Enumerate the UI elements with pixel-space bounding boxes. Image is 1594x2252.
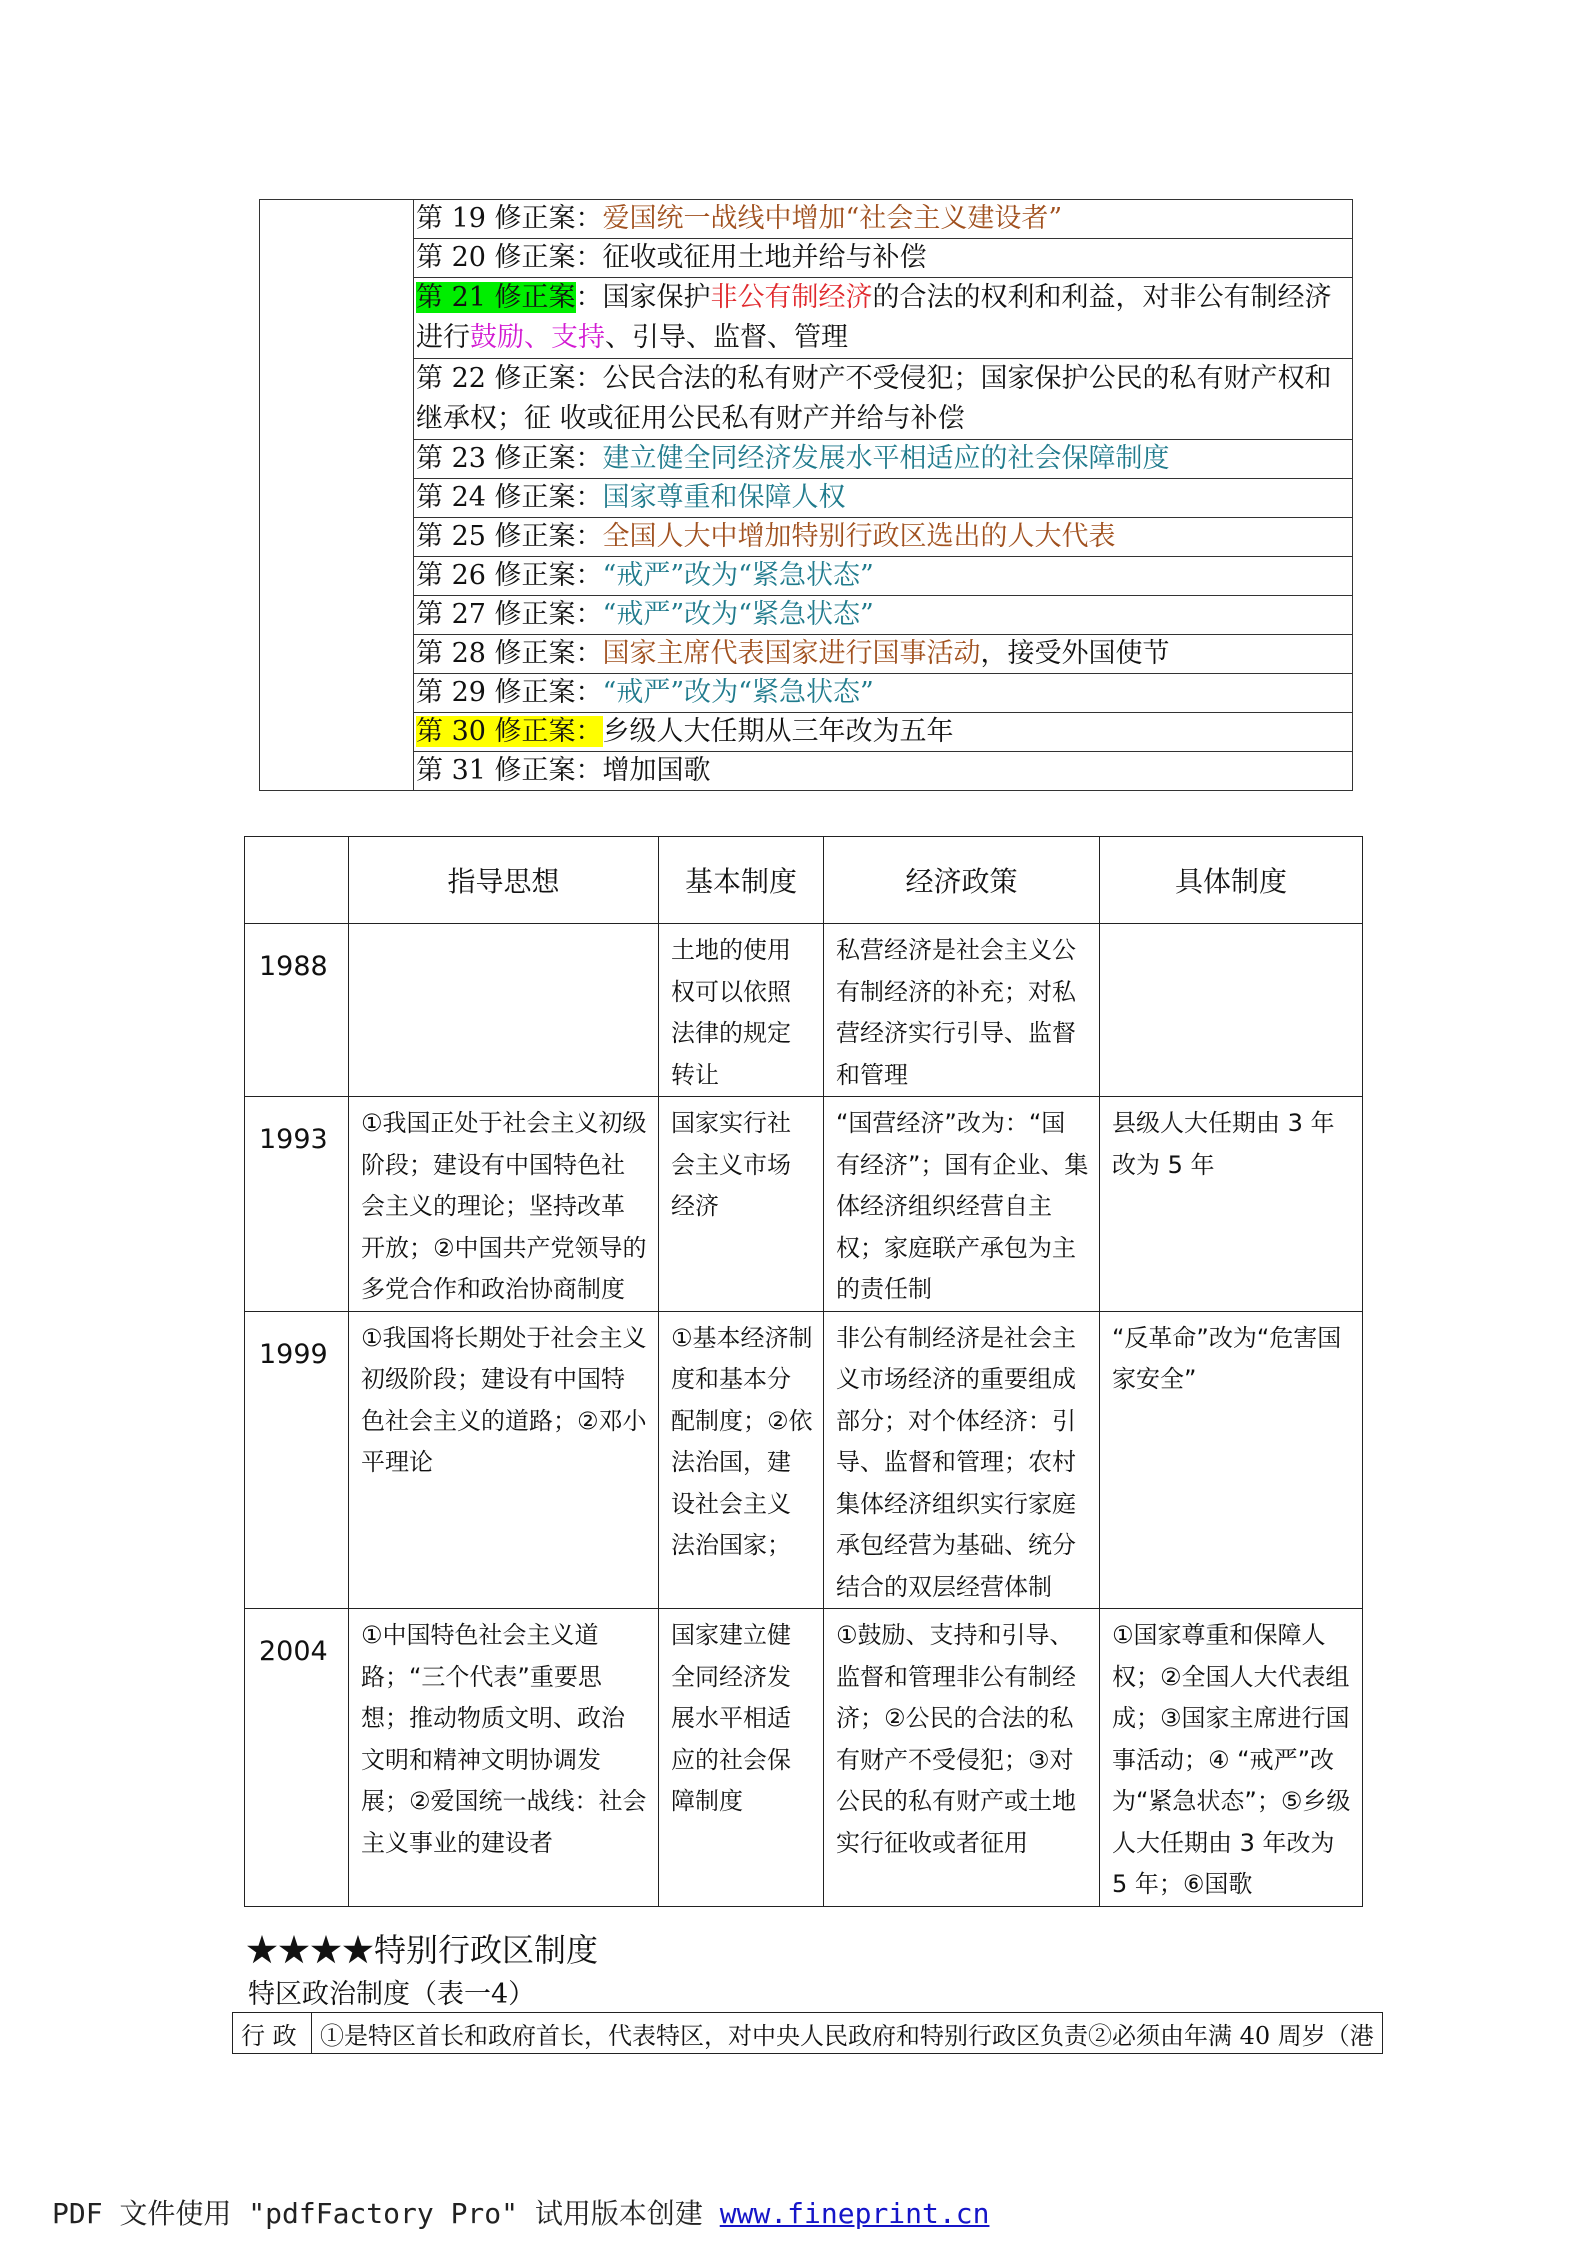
economic-cell: ①鼓励、支持和引导、监督和管理非公有制经济；②公民的合法的私有财产不受侵犯；③对公民的私有财产或土地实行征收或者征用	[824, 1609, 1100, 1907]
header-specific: 具体制度	[1100, 837, 1363, 924]
amendment-list	[414, 200, 1353, 791]
amendment-number: 第 29 修正案：	[416, 677, 603, 708]
year-cell: 2004	[245, 1609, 349, 1907]
economic-cell: 私营经济是社会主义公有制经济的补充；对私营经济实行引导、监督和管理	[824, 924, 1100, 1097]
amendment-row	[414, 238, 1352, 277]
specific-cell: ①国家尊重和保障人权；②全国人大代表组成；③国家主席进行国事活动；④ “戒严”改为“紧急状态”；⑤乡级人大任期由 3 年改为 5 年；⑥国歌	[1100, 1609, 1363, 1907]
year-cell: 1993	[245, 1097, 349, 1312]
amendment-row	[414, 478, 1352, 517]
guiding-cell: ①中国特色社会主义道路；“三个代表”重要思想；推动物质文明、政治文明和精神文明协调发展；②爱国统一战线：社会主义事业的建设者	[349, 1609, 659, 1907]
amendment-text: 增加国歌	[602, 755, 711, 786]
amendment-left-column	[260, 200, 414, 791]
amendment-text: 征收或征用土地并给与补偿	[602, 242, 927, 273]
history-row	[245, 1311, 1363, 1609]
specific-cell: 县级人大任期由 3 年改为 5 年	[1100, 1097, 1363, 1312]
basic-cell: 国家实行社会主义市场经济	[659, 1097, 824, 1312]
specific-cell	[1100, 924, 1363, 1097]
amendment-text: 国家主席代表国家进行国事活动	[602, 638, 981, 669]
pdf-footer	[52, 2192, 989, 2232]
amendment-number: 第 23 修正案：	[416, 443, 603, 474]
amendment-number: 第 21 修正案	[416, 282, 576, 313]
header-economic: 经济政策	[824, 837, 1100, 924]
amendment-text: 的合法的权利和利益，对非公有制经济进行	[416, 282, 1332, 353]
amendment-row	[414, 200, 1352, 238]
guiding-cell: ①我国正处于社会主义初级阶段；建设有中国特色社会主义的理论；坚持改革开放；②中国共产党领导的多党合作和政治协商制度	[349, 1097, 659, 1312]
history-row	[245, 924, 1363, 1097]
amendment-text: 建立健全同经济发展水平相适应的社会保障制度	[602, 443, 1170, 474]
header-basic: 基本制度	[659, 837, 824, 924]
special-region-table	[232, 2012, 1383, 2054]
amendment-number: 第 24 修正案：	[416, 482, 603, 513]
amendment-number: 第 22 修正案：	[416, 363, 603, 394]
basic-cell: ①基本经济制度和基本分配制度；②依法治国，建设社会主义法治国家；	[659, 1311, 824, 1609]
amendment-row	[414, 712, 1352, 751]
amendment-number: 第 31 修正案：	[416, 755, 603, 786]
amendment-text: ：国家保护	[575, 282, 711, 313]
amendment-text: ，接受外国使节	[980, 638, 1170, 669]
amendment-number: 第 19 修正案：	[416, 203, 603, 234]
row-label: 行 政	[233, 2013, 312, 2054]
amendment-row	[414, 358, 1352, 439]
amendment-number: 第 30 修正案：	[416, 716, 603, 747]
economic-cell: “国营经济”改为：“国有经济”；国有企业、集体经济组织经营自主权；家庭联产承包为主的责任制	[824, 1097, 1100, 1312]
constitution-history-table	[244, 836, 1363, 1907]
amendment-text: 非公有制经济	[710, 282, 873, 313]
amendment-text: 爱国统一战线中增加“社会主义建设者”	[602, 203, 1063, 234]
fineprint-link[interactable]: www.fineprint.cn	[719, 2197, 990, 2230]
amendment-row	[414, 277, 1352, 358]
basic-cell: 土地的使用权可以依照法律的规定转让	[659, 924, 824, 1097]
amendment-number: 第 26 修正案：	[416, 560, 603, 591]
amendment-number: 第 20 修正案：	[416, 242, 603, 273]
history-header-row	[245, 837, 1363, 924]
header-blank	[245, 837, 349, 924]
footer-text: PDF 文件使用 "pdfFactory Pro" 试用版本创建	[52, 2197, 720, 2230]
amendment-row	[414, 439, 1352, 478]
header-guiding: 指导思想	[349, 837, 659, 924]
economic-cell: 非公有制经济是社会主义市场经济的重要组成部分；对个体经济：引导、监督和管理；农村集体经济组织实行家庭承包经营为基础、统分结合的双层经营体制	[824, 1311, 1100, 1609]
section-subtitle: 特区政治制度（表一4）	[248, 1979, 536, 2010]
section-title: ★★★★特别行政区制度	[246, 1931, 599, 1969]
amendment-row	[414, 595, 1352, 634]
amendment-table	[259, 199, 1353, 791]
amendment-number: 第 25 修正案：	[416, 521, 603, 552]
amendment-row	[414, 556, 1352, 595]
amendment-text: 鼓励、支持	[470, 322, 605, 353]
amendment-row	[414, 751, 1352, 790]
amendment-row	[414, 517, 1352, 556]
history-row	[245, 1609, 1363, 1907]
amendment-number: 第 27 修正案：	[416, 599, 603, 630]
guiding-cell	[349, 924, 659, 1097]
amendment-row	[414, 673, 1352, 712]
special-region-row	[233, 2013, 1383, 2054]
specific-cell: “反革命”改为“危害国家安全”	[1100, 1311, 1363, 1609]
amendment-row	[414, 634, 1352, 673]
amendment-text: 国家尊重和保障人权	[602, 482, 846, 513]
row-text: ①是特区首长和政府首长，代表特区，对中央人民政府和特别行政区负责②必须由年满 40 周岁（港	[312, 2013, 1383, 2054]
amendment-text: 、引导、监督、管理	[605, 322, 848, 353]
history-row	[245, 1097, 1363, 1312]
amendment-text: “戒严”改为“紧急状态”	[602, 599, 874, 630]
amendment-text: “戒严”改为“紧急状态”	[602, 560, 874, 591]
amendment-text: 公民合法的私有财产不受侵犯；国家保护公民的私有财产权和继承权；征 收或征用公民私有财产并给与补偿	[416, 363, 1332, 434]
amendment-number: 第 28 修正案：	[416, 638, 603, 669]
amendment-text: 乡级人大任期从三年改为五年	[602, 716, 954, 747]
basic-cell: 国家建立健全同经济发展水平相适应的社会保障制度	[659, 1609, 824, 1907]
year-cell: 1988	[245, 924, 349, 1097]
amendment-text: 全国人大中增加特别行政区选出的人大代表	[602, 521, 1116, 552]
guiding-cell: ①我国将长期处于社会主义初级阶段；建设有中国特色社会主义的道路；②邓小平理论	[349, 1311, 659, 1609]
year-cell: 1999	[245, 1311, 349, 1609]
amendment-text: “戒严”改为“紧急状态”	[602, 677, 874, 708]
